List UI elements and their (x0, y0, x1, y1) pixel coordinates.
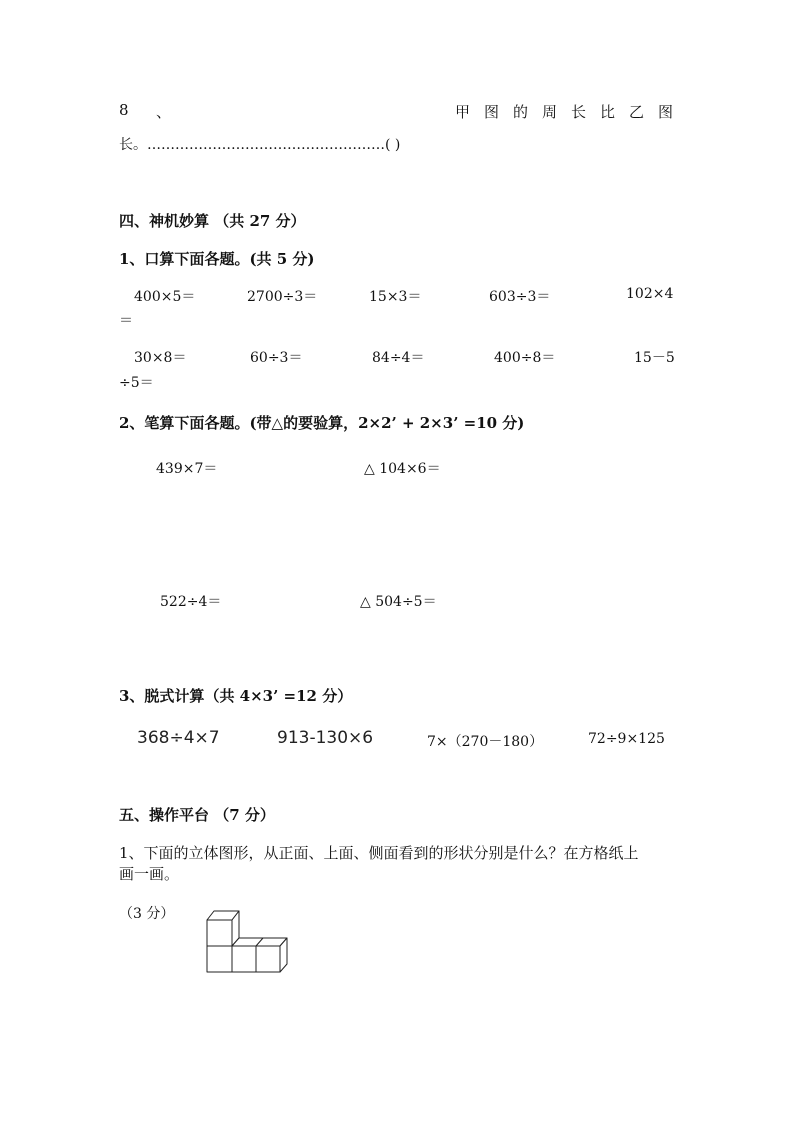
operation-q1-line-2: 画一画。 (119, 865, 180, 883)
q8-char: 的 (513, 103, 529, 121)
q8-char: 长 (571, 103, 587, 121)
oral-calc-item: 2700÷3＝ (247, 289, 318, 305)
operation-q1-points: （3 分） (119, 906, 175, 922)
stepwise-calc-item: 913-130×6 (277, 728, 374, 748)
cube-front-face (207, 920, 232, 946)
cube-front-face (232, 946, 256, 972)
oral-calc-item: 400÷8＝ (494, 350, 556, 366)
section-5-title: 五、操作平台 （7 分） (119, 806, 275, 824)
stepwise-calc-item: 7×（270－180） (427, 734, 544, 750)
cube-front-face (256, 946, 280, 972)
oral-calc-item-wrap: ÷5＝ (119, 375, 154, 391)
written-calc-item: 522÷4＝ (160, 594, 222, 610)
oral-calc-item-wrap: ＝ (119, 313, 133, 329)
question-8-number: 8 (119, 101, 129, 119)
oral-calc-item: 84÷4＝ (372, 350, 425, 366)
written-calc-item: △ 104×6＝ (364, 461, 441, 477)
question-8-answer-line: 长。……………………………………………( ) (119, 137, 401, 153)
oral-calc-item: 15－5 (634, 350, 675, 366)
oral-calc-title: 1、口算下面各题。(共 5 分) (119, 250, 315, 268)
q8-char: 图 (658, 103, 674, 121)
q8-char: 比 (600, 103, 616, 121)
q8-char: 周 (542, 103, 558, 121)
q8-char: 甲 (455, 103, 471, 121)
oral-calc-item: 400×5＝ (134, 289, 196, 305)
cube-front-face (207, 946, 232, 972)
written-calc-item: △ 504÷5＝ (360, 594, 437, 610)
operation-q1-line-1: 1、下面的立体图形，从正面、上面、侧面看到的形状分别是什么？在方格纸上 (119, 844, 639, 862)
stepwise-calc-item: 72÷9×125 (588, 731, 665, 747)
written-calc-item: 439×7＝ (156, 461, 218, 477)
cube-stack-figure (200, 908, 296, 978)
stepwise-calc-title: 3、脱式计算（共 4×3’ =12 分） (119, 687, 353, 705)
question-8-separator: 、 (156, 103, 172, 121)
section-4-title: 四、神机妙算 （共 27 分） (119, 212, 306, 230)
oral-calc-item: 30×8＝ (134, 350, 187, 366)
oral-calc-item: 15×3＝ (369, 289, 422, 305)
stepwise-calc-item: 368÷4×7 (137, 728, 220, 748)
oral-calc-item: 60÷3＝ (250, 350, 303, 366)
q8-char: 图 (484, 103, 500, 121)
oral-calc-item: 603÷3＝ (489, 289, 551, 305)
written-calc-title: 2、笔算下面各题。(带△的要验算，2×2’ + 2×3’ =10 分) (119, 414, 525, 432)
q8-char: 乙 (629, 103, 645, 121)
oral-calc-item: 102×4 (626, 286, 674, 302)
